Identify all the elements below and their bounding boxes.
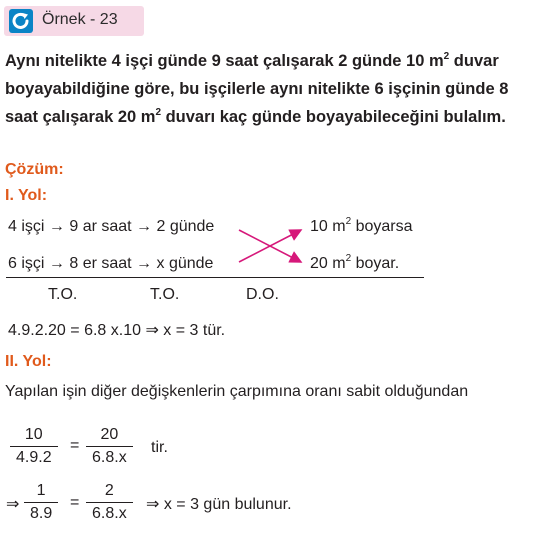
example-badge [4, 6, 144, 36]
label-do: D.O. [246, 286, 279, 303]
eq2-suffix: ⇒ x = 3 gün bulunur. [146, 496, 292, 513]
way1-row1-right: 10 $m^2$ boyarsa [310, 216, 413, 235]
way1-row2-left: 6 işçi → 8 er saat → x günde [8, 255, 214, 272]
eq2-prefix: ⇒ [6, 496, 20, 513]
solution-heading: Çözüm: [5, 161, 64, 178]
eq2-fraction-2: $\frac{2}{6.8.x}$ [86, 482, 133, 523]
eq1-fraction-1: $\frac{10}{4.9.2}$ [10, 426, 58, 467]
eq1-fraction-2: $\frac{20}{6.8.x}$ [86, 426, 133, 467]
eq1-equals: = [70, 437, 80, 454]
label-to-2: T.O. [150, 286, 180, 303]
way2-text: Yapılan işin diğer değişkenlerin çarpımına oranı sabit olduğundan [5, 383, 469, 400]
way1-result: 4.9.2.20 = 6.8 x.10 ⇒ x = 3 tür. [8, 322, 226, 339]
way1-row2-right: 20 $m^2$ boyar. [310, 253, 400, 272]
problem-line-3: saat çalışarak 20 $m^2$ duvarı kaç günde boyayabileceğini bulalım. [5, 107, 506, 126]
eq2-equals: = [70, 494, 80, 511]
way1-heading: I. Yol: [5, 187, 48, 204]
example-label: Örnek - 23 [42, 11, 118, 28]
divider-line [6, 277, 424, 278]
cross-arrows [235, 220, 310, 270]
eq2-fraction-1: $\frac{1}{8.9}$ [24, 482, 58, 523]
problem-line-2: boyayabildiğine göre, bu işçilerle aynı nitelikte 6 işçinin günde 8 [5, 80, 509, 98]
way1-row1-left: 4 işçi → 9 ar saat → 2 günde [8, 218, 215, 235]
problem-line-1: Aynı nitelikte 4 işçi günde 9 saat çalışarak 2 günde 10 $m^2$ duvar [5, 51, 499, 70]
problem-statement [5, 47, 553, 131]
refresh-icon [9, 9, 33, 33]
eq1-suffix: tir. [151, 439, 168, 456]
way2-heading: II. Yol: [5, 353, 52, 370]
label-to-1: T.O. [48, 286, 78, 303]
